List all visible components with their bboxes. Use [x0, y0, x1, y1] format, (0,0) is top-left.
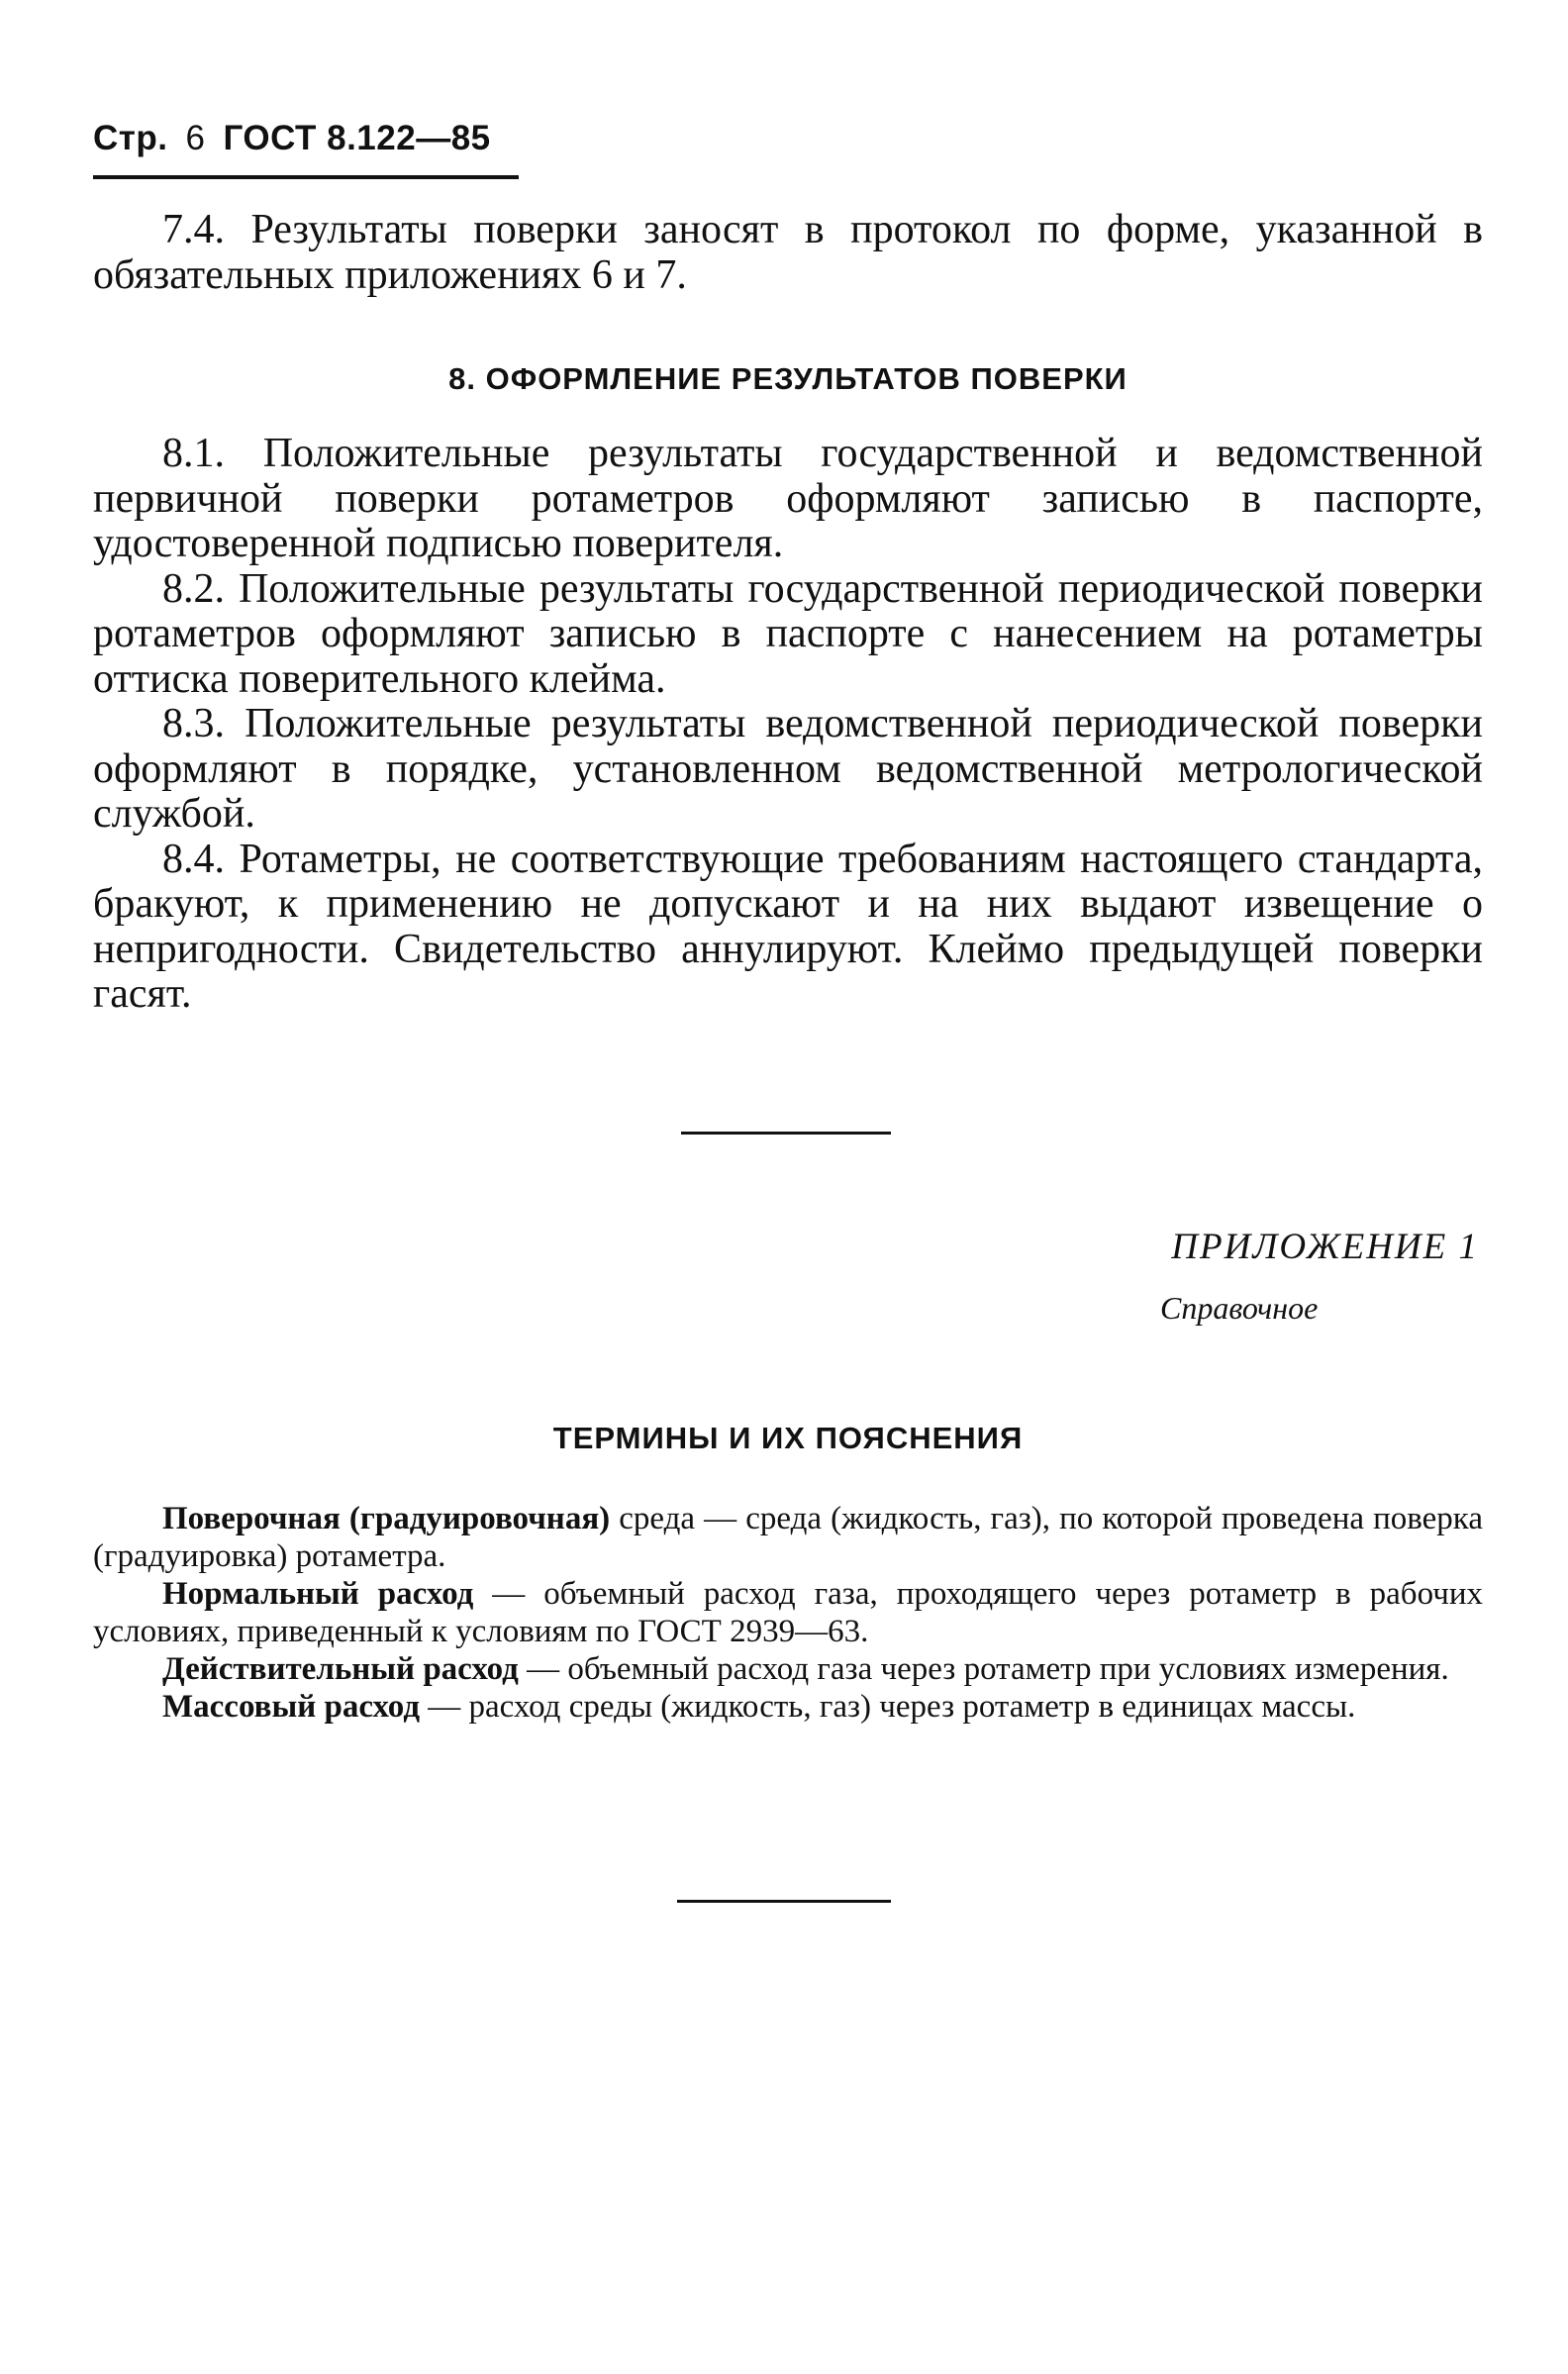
term-definition: — объемный расход газа через ротаметр при условиях измерения. [518, 1651, 1449, 1687]
standard-code: ГОСТ 8.122—85 [223, 119, 491, 157]
section-8-title: 8. ОФОРМЛЕНИЕ РЕЗУЛЬТАТОВ ПОВЕРКИ [448, 361, 1127, 396]
appendix-kind: Справочное [1160, 1290, 1319, 1326]
paragraph-8-4: 8.4. Ротаметры, не соответствующие требованиям настоящего стандарта, бракуют, к применению не допускают и на них выдают извещение о непригодности. Свидетельство аннулируют. Клеймо предыдущей поверки гасят. [93, 836, 1483, 1017]
section-divider [681, 1132, 891, 1135]
appendix-title: ТЕРМИНЫ И ИХ ПОЯСНЕНИЯ [552, 1421, 1024, 1455]
term-name: Нормальный расход [162, 1576, 474, 1612]
term-definition: — расход среды (жидкость, газ) через ротаметр в единицах массы. [420, 1689, 1356, 1725]
term-item [93, 1650, 1483, 1688]
term-item [93, 1688, 1483, 1726]
paragraph-8-1: 8.1. Положительные результаты государственной и ведомственной первичной поверки ротаметров оформляют записью в паспорте, удостоверенной подписью поверителя. [93, 431, 1483, 566]
paragraph-8-2: 8.2. Положительные результаты государственной периодической поверки ротаметров оформляют записью в паспорте с нанесением на ротаметры оттиска поверительного клейма. [93, 565, 1483, 702]
paragraph-8-3: 8.3. Положительные результаты ведомственной периодической поверки оформляют в порядке, установленном ведомственной метрологической службой. [93, 701, 1483, 837]
term-name: Поверочная (градуировочная) [162, 1501, 611, 1536]
end-divider [677, 1900, 891, 1903]
appendix-number: ПРИЛОЖЕНИЕ 1 [1171, 1227, 1479, 1267]
term-item [93, 1575, 1483, 1650]
term-name: Массовый расход [162, 1689, 421, 1725]
header-underline [93, 175, 519, 179]
paragraph-7-4: 7.4. Результаты поверки заносят в протокол по форме, указанной в обязательных приложениях 6 и 7. [93, 207, 1483, 298]
page-number: 6 [185, 119, 206, 157]
page-header [93, 119, 519, 158]
term-name: Действительный расход [162, 1651, 519, 1687]
section-7-text [93, 208, 1483, 298]
terms-list [93, 1500, 1483, 1726]
page-label: Стр. [93, 119, 168, 157]
term-item [93, 1500, 1483, 1575]
section-8-text [93, 432, 1483, 1018]
term-definition: среда — среда (жидкость, газ), по которой проведена поверка (градуировка) ротаметра. [93, 1501, 1483, 1574]
term-definition: — объемный расход газа, проходящего через ротаметр в рабочих условиях, приведенный к условиям по ГОСТ 2939—63. [93, 1576, 1483, 1649]
